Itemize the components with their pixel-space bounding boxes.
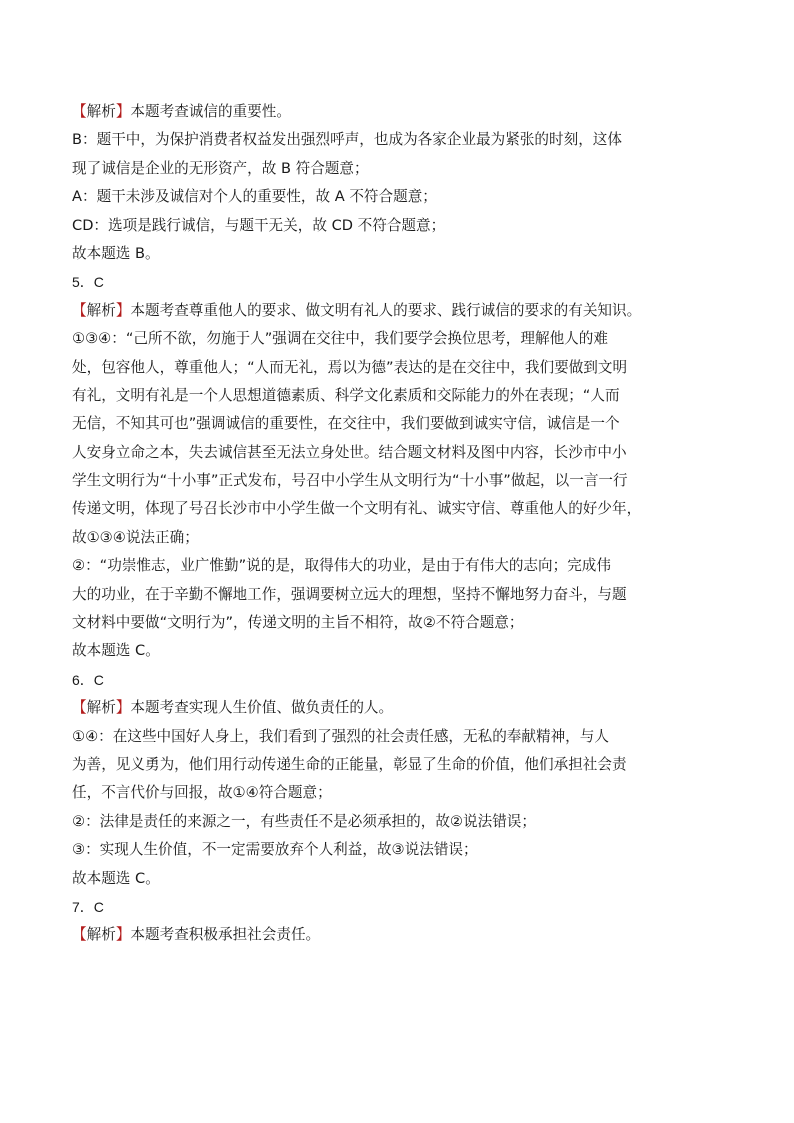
line-text: ①③④：“己所不欲，勿施于人”强调在交往中，我们要学会换位思考，理解他人的难 xyxy=(72,330,608,348)
line-text: 故本题选 C。 xyxy=(72,869,160,887)
line-text: ②：法律是责任的来源之一，有些责任不是必须承担的，故②说法错误； xyxy=(72,812,536,830)
text-line xyxy=(72,581,722,609)
analysis-label: 解析 xyxy=(86,301,116,319)
line-text: 无信，不知其可也”强调诚信的重要性，在交往中，我们要做到诚实守信，诚信是一个 xyxy=(72,415,620,433)
line-text: 任，不言代价与回报，故①④符合题意； xyxy=(72,784,332,802)
line-text: 有礼，文明有礼是一个人思想道德素质、科学文化素质和交际能力的外在表现；“人而 xyxy=(72,386,620,404)
line-text: 处，包容他人，尊重他人；“人而无礼，焉以为德”表达的是在交往中，我们要做到文明 xyxy=(72,358,628,376)
line-text: 人安身立命之本，失去诚信甚至无法立身处世。结合题文材料及图中内容，长沙市中小 xyxy=(72,443,627,461)
answer-text: 6．C xyxy=(72,671,104,688)
line-text: ①④：在这些中国好人身上，我们看到了强烈的社会责任感，无私的奉献精神，与人 xyxy=(72,727,609,745)
text-line xyxy=(72,495,722,523)
bracket-close: 】 xyxy=(115,301,131,319)
line-text: CD：选项是践行诚信，与题干无关，故 CD 不符合题意； xyxy=(72,216,446,234)
text-line xyxy=(72,865,722,893)
text-line xyxy=(72,155,722,183)
text-line xyxy=(72,439,722,467)
text-line xyxy=(72,808,722,836)
bracket-close: 】 xyxy=(115,699,131,717)
line-text: A：题干未涉及诚信对个人的重要性，故 A 不符合题意； xyxy=(72,188,437,206)
analysis-label: 解析 xyxy=(86,926,116,944)
line-text: ③：实现人生价值，不一定需要放弃个人利益，故③说法错误； xyxy=(72,841,478,859)
bracket-open: 【 xyxy=(72,699,87,717)
analysis-text: 本题考查实现人生价值、做负责任的人。 xyxy=(130,699,394,717)
text-line xyxy=(72,382,722,410)
bracket-close: 】 xyxy=(115,103,131,120)
answer-line xyxy=(72,666,722,694)
answer-line xyxy=(72,268,722,296)
text-line xyxy=(72,467,722,495)
text-line xyxy=(72,723,722,751)
analysis-label: 解析 xyxy=(86,103,116,120)
line-text: 故本题选 C。 xyxy=(72,642,160,660)
bracket-open: 【 xyxy=(72,103,87,120)
text-line xyxy=(72,552,722,580)
analysis-text: 本题考查尊重他人的要求、做文明有礼人的要求、践行诚信的要求的有关知识。 xyxy=(130,301,642,319)
answer-explanations xyxy=(72,98,722,950)
text-line xyxy=(72,183,722,211)
line-text: 传递文明，体现了号召长沙市中小学生做一个文明有礼、诚实守信、尊重他人的好少年， xyxy=(72,500,642,518)
answer-line xyxy=(72,893,722,921)
text-line xyxy=(72,212,722,240)
analysis-line xyxy=(72,297,722,325)
line-text: 学生文明行为“十小事”正式发布，号召中小学生从文明行为“十小事”做起，以一言一行 xyxy=(72,472,628,490)
line-text: 为善，见义勇为，他们用行动传递生命的正能量，彰显了生命的价值，他们承担社会责 xyxy=(72,755,627,773)
text-line xyxy=(72,637,722,665)
line-text: 故本题选 B。 xyxy=(72,244,160,262)
line-text: 大的功业，在于辛勤不懈地工作，强调要树立远大的理想，坚持不懈地努力奋斗，与题 xyxy=(72,585,627,603)
text-line xyxy=(72,325,722,353)
analysis-line xyxy=(72,694,722,722)
text-line xyxy=(72,126,722,154)
bracket-open: 【 xyxy=(72,926,87,944)
line-text: 文材料中要做“文明行为”，传递文明的主旨不相符，故②不符合题意； xyxy=(72,614,524,632)
analysis-label: 解析 xyxy=(86,699,116,717)
analysis-text: 本题考查积极承担社会责任。 xyxy=(130,926,321,944)
bracket-close: 】 xyxy=(115,926,131,944)
analysis-text: 本题考查诚信的重要性。 xyxy=(130,103,291,120)
line-text: ②：“功崇惟志，业广惟勤”说的是，取得伟大的功业，是由于有伟大的志向；完成伟 xyxy=(72,557,611,575)
analysis-line xyxy=(72,98,722,126)
text-line xyxy=(72,354,722,382)
line-text: B：题干中，为保护消费者权益发出强烈呼声，也成为各家企业最为紧张的时刻，这体 xyxy=(72,131,622,149)
bracket-open: 【 xyxy=(72,301,87,319)
line-text: 故①③④说法正确； xyxy=(72,528,199,546)
answer-text: 5．C xyxy=(72,274,104,291)
text-line xyxy=(72,751,722,779)
text-line xyxy=(72,836,722,864)
text-line xyxy=(72,410,722,438)
answer-text: 7．C xyxy=(72,898,104,915)
line-text: 现了诚信是企业的无形资产，故 B 符合题意； xyxy=(72,159,369,177)
text-line xyxy=(72,240,722,268)
text-line xyxy=(72,779,722,807)
text-line xyxy=(72,524,722,552)
analysis-line xyxy=(72,921,722,949)
text-line xyxy=(72,609,722,637)
